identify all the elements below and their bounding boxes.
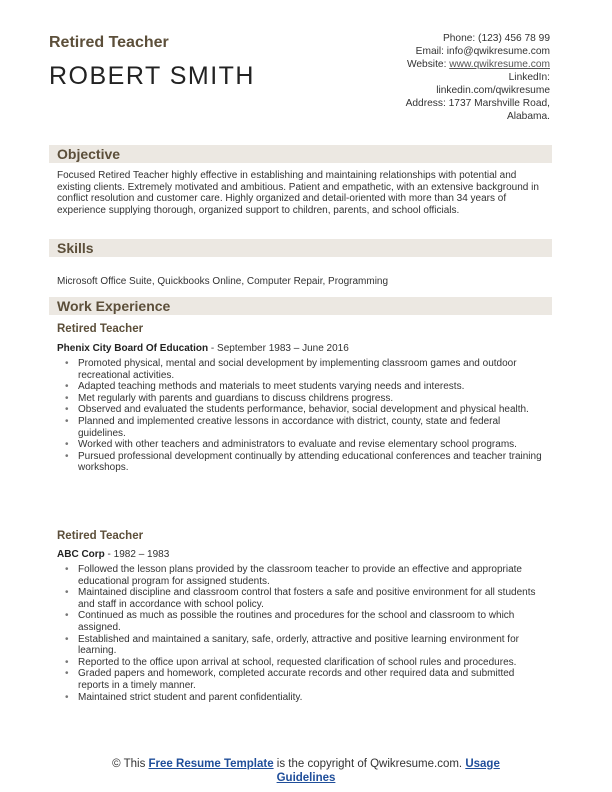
job-1-title: Retired Teacher xyxy=(57,323,144,335)
job-2-title: Retired Teacher xyxy=(57,530,144,542)
skills-section-bar xyxy=(49,239,552,257)
header-job-title: Retired Teacher xyxy=(49,34,169,51)
usage-link[interactable]: Usage xyxy=(465,758,500,770)
contact-email-line xyxy=(290,45,550,58)
guidelines-link[interactable]: Guidelines xyxy=(276,772,336,784)
list-item: • Worked with other teachers and administrators to evaluate and revise elementary school programs. xyxy=(65,439,543,451)
job-1-bullets xyxy=(65,358,543,474)
list-item: • Continued as much as possible the routines and procedures for the school and classroom to which assigned. xyxy=(65,610,543,633)
contact-website-label: Website: xyxy=(406,59,450,70)
objective-text: Focused Retired Teacher highly effective in establishing and maintaining relationships with potential and existing clients. Extremely motivated and ambitious. Patient and empathetic, with an extensive background in conflict resolution and customer care. Highly organized and detail-oriented with more than 34 years of experience supplying thorough, organized support to children, parents, and school officials. xyxy=(57,170,539,216)
list-item: • Pursued professional development continually by attending educational conferences and teacher training workshops. xyxy=(65,451,543,474)
free-resume-template-link[interactable]: Free Resume Template xyxy=(148,758,274,770)
job-2-employer-line xyxy=(57,549,169,560)
contact-website-line xyxy=(290,58,550,71)
objective-section-bar xyxy=(49,145,552,163)
job-2-bullets xyxy=(65,564,543,703)
footer-prefix: © This xyxy=(112,758,149,770)
list-item: • Planned and implemented creative lessons in accordance with district, county, state and federal guidelines. xyxy=(65,416,543,439)
job-1-dates: - September 1983 – June 2016 xyxy=(208,343,349,354)
copyright-footer xyxy=(0,757,612,785)
skills-text: Microsoft Office Suite, Quickbooks Online, Computer Repair, Programming xyxy=(57,276,389,287)
contact-address-line1: Address: 1737 Marshville Road, xyxy=(405,98,550,109)
job-2-dates: - 1982 – 1983 xyxy=(104,549,170,560)
footer-middle: is the copyright of Qwikresume.com. xyxy=(273,758,466,770)
list-item: • Established and maintained a sanitary, safe, orderly, attractive and positive learning environment for learning. xyxy=(65,634,543,657)
list-item: • Maintained strict student and parent confidentiality. xyxy=(65,692,543,704)
work-heading: Work Experience xyxy=(57,298,171,314)
skills-heading: Skills xyxy=(57,240,94,256)
contact-website-link[interactable]: www.qwikresume.com xyxy=(449,59,550,70)
list-item: • Reported to the office upon arrival at school, requested clarification of school rules and procedures. xyxy=(65,657,543,669)
contact-address-line2: Alabama. xyxy=(506,111,550,122)
list-item: • Met regularly with parents and guardians to discuss childrens progress. xyxy=(65,393,543,405)
list-item: • Adapted teaching methods and materials to meet students varying needs and interests. xyxy=(65,381,543,393)
list-item: • Followed the lesson plans provided by the classroom teacher to provide an effective and appropriate educational program for assigned students. xyxy=(65,564,543,587)
job-1-employer-line xyxy=(57,343,349,354)
list-item: • Observed and evaluated the students performance, behavior, social development and physical health. xyxy=(65,404,543,416)
contact-email[interactable]: info@qwikresume.com xyxy=(446,46,550,57)
contact-linkedin[interactable]: linkedin.com/qwikresume xyxy=(436,85,550,96)
list-item: • Graded papers and homework, completed accurate records and other required data and submitted reports in a timely manner. xyxy=(65,668,543,691)
contact-block xyxy=(290,32,550,123)
list-item: • Maintained discipline and classroom control that fosters a safe and positive environment for all students and staff in accordance with school policy. xyxy=(65,587,543,610)
contact-linkedin-label: LinkedIn: xyxy=(508,72,550,83)
list-item: • Promoted physical, mental and social development by implementing classroom games and outdoor recreational activities. xyxy=(65,358,543,381)
objective-heading: Objective xyxy=(57,146,121,162)
job-2-employer: ABC Corp xyxy=(57,549,105,560)
contact-email-label: Email: xyxy=(415,46,447,57)
contact-phone: Phone: (123) 456 78 99 xyxy=(442,33,550,44)
job-1-employer: Phenix City Board Of Education xyxy=(57,343,209,354)
candidate-name: ROBERT SMITH xyxy=(49,62,255,90)
